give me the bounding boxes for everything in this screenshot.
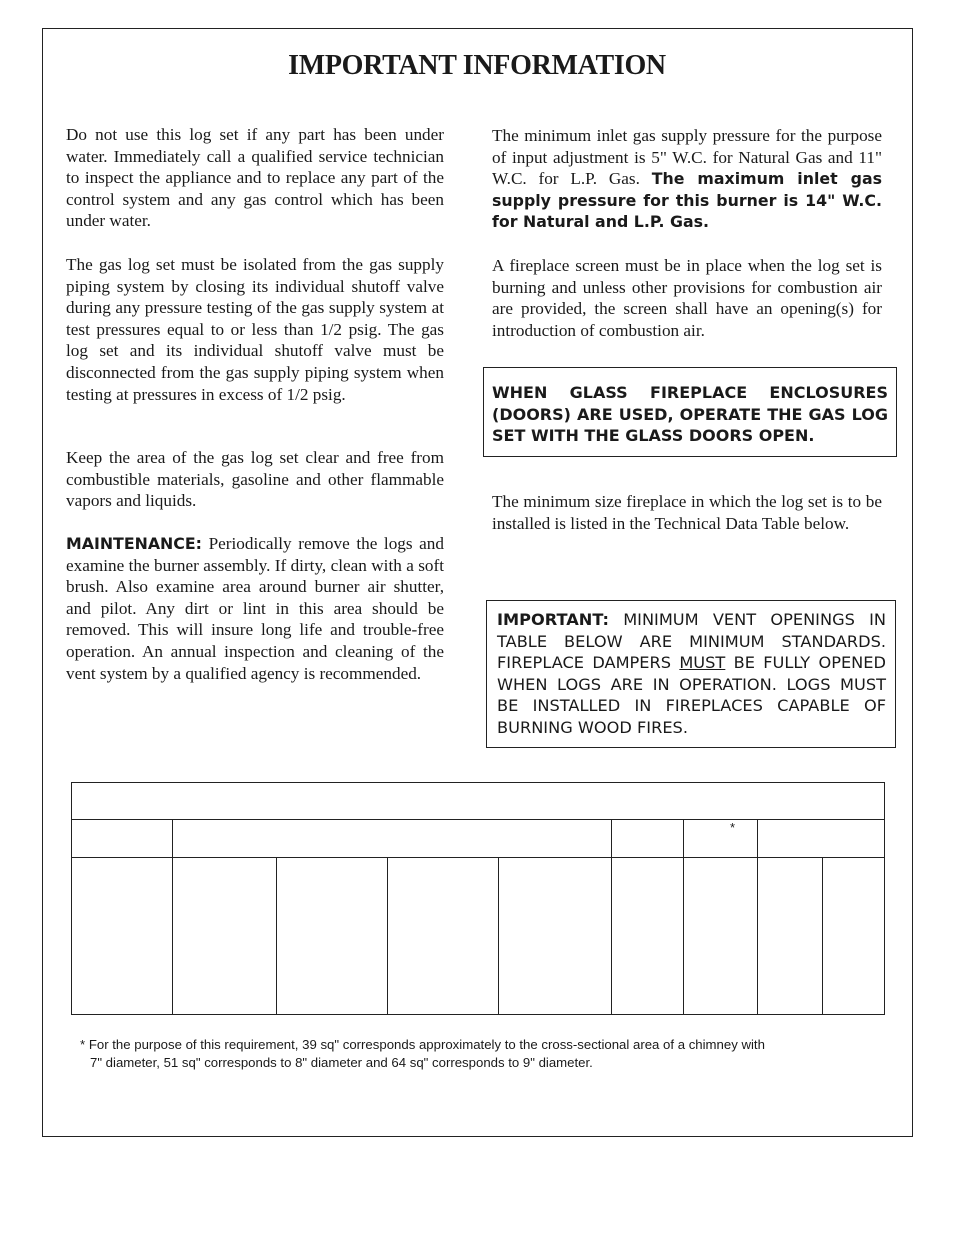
maintenance-paragraph <box>66 533 444 684</box>
technical-data-table <box>71 782 885 1015</box>
table-asterisk: * <box>730 820 736 835</box>
water-damage-paragraph: Do not use this log set if any part has been under water. Immediately call a qualified service technician to inspect the appliance and to replace any part of the control system and any gas control which has been under water. <box>66 125 444 231</box>
table-col-divider <box>683 819 684 1015</box>
footnote-line-2: 7" diameter, 51 sq" corresponds to 8" diameter and 64 sq" corresponds to 9" diameter. <box>90 1055 593 1070</box>
gas-pressure-paragraph <box>492 125 882 233</box>
important-must: MUST <box>679 653 726 673</box>
glass-doors-warning-box: WHEN GLASS FIREPLACE ENCLOSURES (DOORS) ARE USED, OPERATE THE GAS LOG SET WITH THE GLASS DOORS OPEN. <box>483 367 897 457</box>
fireplace-screen-paragraph: A fireplace screen must be in place when the log set is burning and unless other provisions for combustion air are provided, the screen shall have an opening(s) for introduction of combustion air. <box>492 256 882 340</box>
pressure-testing-paragraph: The gas log set must be isolated from the gas supply piping system by closing its individual shutoff valve during any pressure testing of the gas supply system at test pressures equal to or less than 1/2 psig. The gas log set and its individual shutoff valve must be disconnected from the gas supply piping system when testing at pressures in excess of 1/2 psig. <box>66 255 444 404</box>
table-col-divider <box>498 857 499 1015</box>
maintenance-label: MAINTENANCE: <box>66 534 202 553</box>
page-title: IMPORTANT INFORMATION <box>288 50 666 81</box>
important-text-1: MINIMUM VENT OPENINGS IN TABLE BELOW ARE MINIMUM STANDARDS. FIREPLACE DAMPERS <box>497 610 886 673</box>
table-col-divider <box>172 819 173 1015</box>
important-label: IMPORTANT: <box>497 610 609 629</box>
important-vent-box <box>486 600 896 748</box>
minimum-size-paragraph: The minimum size fireplace in which the log set is to be installed is listed in the Technical Data Table below. <box>492 492 882 533</box>
footnote <box>80 1036 870 1072</box>
table-subheader-rule <box>71 857 885 858</box>
footnote-line-1: For the purpose of this requirement, 39 sq" corresponds approximately to the cross-sectional area of a chimney with <box>88 1037 765 1052</box>
gas-pressure-text: The minimum inlet gas supply pressure for the purpose of input adjustment is 5" W.C. for Natural Gas and 11" W.C. for L.P. Gas. <box>492 126 882 189</box>
table-col-divider <box>611 819 612 1015</box>
table-col-divider <box>387 857 388 1015</box>
table-header-rule <box>71 819 885 820</box>
gas-pressure-bold: The maximum inlet gas supply pressure for this burner is 14" W.C. for Natural and L.P. Gas. <box>492 169 883 232</box>
table-col-divider <box>276 857 277 1015</box>
clear-area-paragraph: Keep the area of the gas log set clear and free from combustible materials, gasoline and other flammable vapors and liquids. <box>66 448 444 511</box>
maintenance-text: Periodically remove the logs and examine the burner assembly. If dirty, clean with a soft brush. Also examine area around burner air shutter, and pilot. Any dirt or lint in this area should be removed. This will insure long life and trouble-free operation. An annual inspection and cleaning of the vent system by a qualified agency is recommended. <box>66 534 444 683</box>
table-col-divider <box>757 819 758 1015</box>
footnote-marker: * <box>80 1037 86 1052</box>
important-text-2: BE FULLY OPENED WHEN LOGS ARE IN OPERATION. LOGS MUST BE INSTALLED IN FIREPLACES CAPABLE OF BURNING WOOD FIRES. <box>497 653 886 737</box>
table-col-divider <box>822 857 823 1015</box>
